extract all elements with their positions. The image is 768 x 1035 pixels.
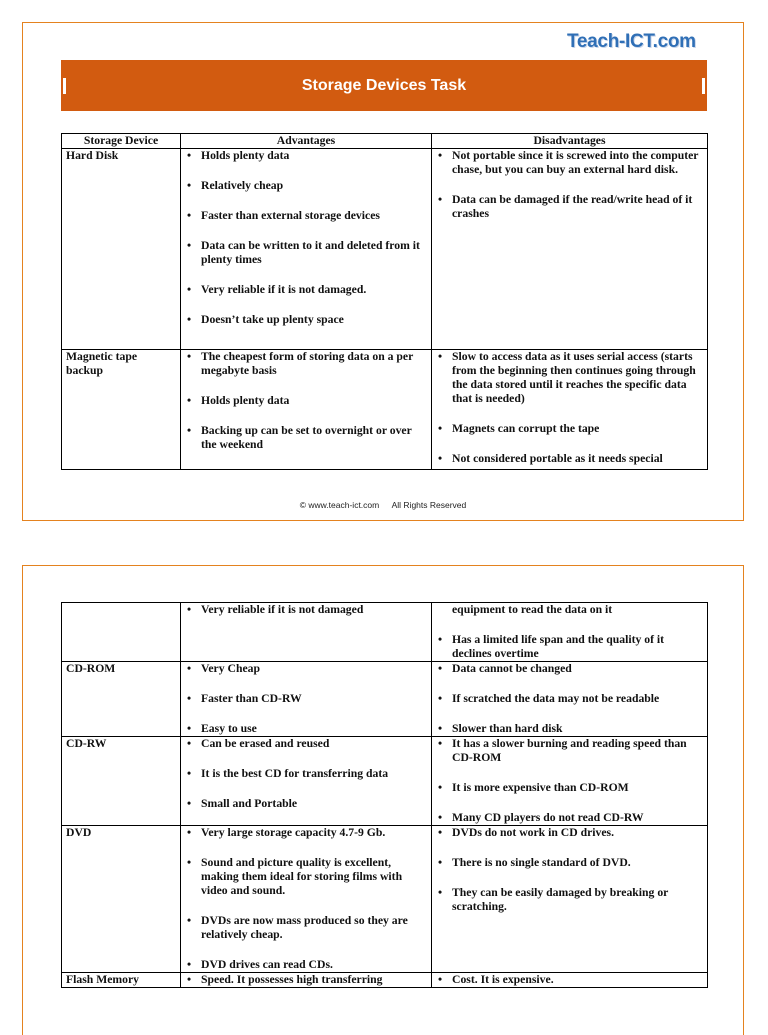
advantages-cell (181, 350, 432, 470)
table-header-row (62, 134, 708, 149)
disadvantages-cell (432, 737, 708, 826)
device-name: Hard Disk (62, 149, 181, 350)
list-item: • Faster than external storage devices (185, 209, 427, 223)
storage-devices-table-continued (61, 602, 708, 988)
list-item: • The cheapest form of storing data on a per megabyte basis (185, 350, 427, 378)
list-item: • Can be erased and reused (185, 737, 427, 751)
table-row (62, 826, 708, 973)
table-row (62, 603, 708, 662)
disadvantages-cell (432, 973, 708, 988)
rights-text: All Rights Reserved (391, 500, 467, 510)
list-item: • Doesn’t take up plenty space (185, 313, 427, 327)
device-name: Magnetic tape backup (62, 350, 181, 470)
disadvantages-cell (432, 662, 708, 737)
list-item-continued: equipment to read the data on it (452, 603, 613, 616)
list-item: • Backing up can be set to overnight or over the weekend (185, 424, 427, 452)
list-item: • Easy to use (185, 722, 427, 736)
banner-edge-right (702, 78, 705, 94)
list-item: • Slower than hard disk (436, 722, 703, 736)
list-item: • Very reliable if it is not damaged (185, 603, 427, 617)
column-header-device: Storage Device (62, 134, 181, 149)
list-item: • If scratched the data may not be readable (436, 692, 703, 706)
list-item: • Speed. It possesses high transferring (185, 973, 427, 987)
list-item: • Holds plenty data (185, 149, 427, 163)
column-header-advantages: Advantages (181, 134, 432, 149)
list-item: • Relatively cheap (185, 179, 427, 193)
list-item: • Cost. It is expensive. (436, 973, 703, 987)
list-item: • Very Cheap (185, 662, 427, 676)
advantages-cell (181, 826, 432, 973)
list-item: • Data can be damaged if the read/write head of it crashes (436, 193, 703, 221)
device-name (62, 603, 181, 662)
list-item: • Very large storage capacity 4.7-9 Gb. (185, 826, 427, 840)
advantages-cell (181, 603, 432, 662)
list-item: • DVD drives can read CDs. (185, 958, 427, 972)
list-item: • DVDs do not work in CD drives. (436, 826, 703, 840)
advantages-cell (181, 662, 432, 737)
list-item: • Faster than CD-RW (185, 692, 427, 706)
device-name: CD-RW (62, 737, 181, 826)
list-item: • It is more expensive than CD-ROM (436, 781, 703, 795)
device-name: CD-ROM (62, 662, 181, 737)
disadvantages-cell (432, 350, 708, 470)
list-item: • Not portable since it is screwed into the computer chase, but you can buy an external hard disk. (436, 149, 703, 177)
advantages-cell (181, 149, 432, 350)
teach-ict-logo: Teach-ICT.com (567, 31, 696, 52)
title-banner (61, 60, 707, 111)
list-item: • Very reliable if it is not damaged. (185, 283, 427, 297)
list-item: • Data cannot be changed (436, 662, 703, 676)
page-title: Storage Devices Task (301, 76, 467, 94)
document-page-1 (22, 22, 744, 521)
table-row (62, 662, 708, 737)
list-item: • Holds plenty data (185, 394, 427, 408)
list-item: • Has a limited life span and the quality of it declines overtime (436, 633, 703, 661)
disadvantages-cell (432, 603, 708, 662)
list-item: • Many CD players do not read CD-RW (436, 811, 703, 825)
list-item: • Slow to access data as it uses serial access (starts from the beginning then continues going through the data stored until it reaches the specific data that is needed) (436, 350, 703, 406)
banner-edge-left (63, 78, 66, 94)
disadvantages-cell (432, 149, 708, 350)
document-page-2 (22, 565, 744, 1035)
storage-devices-table (61, 133, 708, 470)
list-item: • DVDs are now mass produced so they are relatively cheap. (185, 914, 427, 942)
list-item: • Data can be written to it and deleted from it plenty times (185, 239, 427, 267)
page-footer (23, 500, 743, 510)
list-item: • They can be easily damaged by breaking or scratching. (436, 886, 703, 914)
device-name: DVD (62, 826, 181, 973)
list-item: • Small and Portable (185, 797, 427, 811)
list-item: • Sound and picture quality is excellent, making them ideal for storing films with video and sound. (185, 856, 427, 898)
column-header-disadvantages: Disadvantages (432, 134, 708, 149)
advantages-cell (181, 973, 432, 988)
advantages-cell (181, 737, 432, 826)
list-item: • There is no single standard of DVD. (436, 856, 703, 870)
list-item: • Magnets can corrupt the tape (436, 422, 703, 436)
list-item: • It is the best CD for transferring data (185, 767, 427, 781)
table-row (62, 737, 708, 826)
list-item: • It has a slower burning and reading speed than CD-ROM (436, 737, 703, 765)
list-item: • Not considered portable as it needs special (436, 452, 703, 466)
table-row (62, 350, 708, 470)
table-row (62, 149, 708, 350)
table-row (62, 973, 708, 988)
device-name: Flash Memory (62, 973, 181, 988)
copyright-text: © www.teach-ict.com (299, 500, 380, 510)
disadvantages-cell (432, 826, 708, 973)
